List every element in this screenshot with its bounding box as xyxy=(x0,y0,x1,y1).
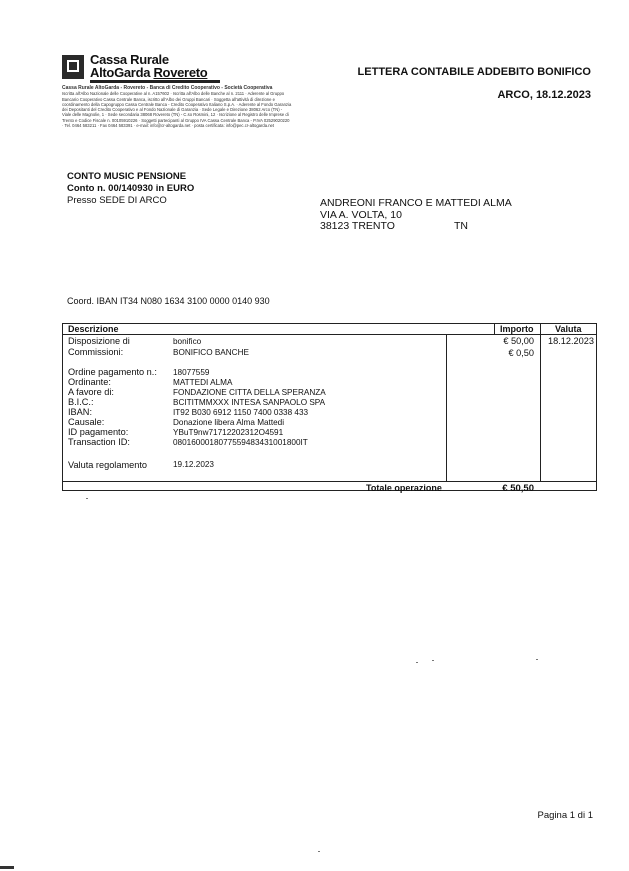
recipient-province: TN xyxy=(454,220,468,232)
valuta-regolamento-value: 19.12.2023 xyxy=(173,460,214,469)
detail-value: FONDAZIONE CITTA DELLA SPERANZA xyxy=(173,388,326,397)
detail-value: IT92 B030 6912 1150 7400 0338 433 xyxy=(173,408,309,417)
scan-speck xyxy=(536,659,538,660)
recipient-name: ANDREONI FRANCO E MATTEDI ALMA xyxy=(320,197,512,209)
account-number: Conto n. 00/140930 in EURO xyxy=(67,183,195,194)
bank-info-body: Iscritta all'Albo Nazionale delle Cooperative al n. A157602 · Iscritta all'Albo delle Banche al n. 2111 · Aderente al Gruppo Bancario Cooperativo Cassa Centrale Banca, iscritto all'Albo dei Gruppi Bancari · Soggetta all'attività di direzione e coordinamento della Capogruppo Cassa Centrale Banca - Credito Cooperativo Italiano S.p.A. · Aderente al Fondo Garanzia dei Depositanti del Credito Cooperativo e al Fondo Nazionale di Garanzia · Sede Legale e Direzione 38062 Arco (TN) - Viale delle Magnolie, 1 · Sede secondaria 38068 Rovereto (TN) - C.so Rosmini, 12 · Iscrizione al Registro delle Imprese di Trento e Codice Fiscale n. 00105910226 · Soggetti partecipanti al Gruppo IVA Cassa Centrale Banca - P.IVA 02529020220 · Tel. 0464 583211 · Fax 0464 583391 · e-mail: info@cr-altogarda.net · posta certificata: info@pec.cr-altogarda.net xyxy=(62,91,292,129)
detail-label: Transaction ID: xyxy=(68,437,130,447)
detail-value: YBuT9nw71712202312O4591 xyxy=(173,428,284,437)
detail-value: BCITITMMXXX INTESA SANPAOLO SPA xyxy=(173,398,326,407)
row-label: Commissioni: xyxy=(68,347,124,357)
scan-speck xyxy=(416,662,418,663)
detail-value: MATTEDI ALMA xyxy=(173,378,233,387)
detail-label: B.I.C.: xyxy=(68,397,94,407)
detail-value: Donazione libera Alma Mattedi xyxy=(173,418,285,427)
bank-logo-line2 xyxy=(90,66,207,79)
header-descrizione: Descrizione xyxy=(68,324,119,334)
bank-logo-icon xyxy=(62,55,84,79)
logo-rovereto: Rovereto xyxy=(153,65,208,80)
document-title: LETTERA CONTABILE ADDEBITO BONIFICO xyxy=(357,66,591,78)
table-vline-importo-header xyxy=(494,323,495,335)
valuta-regolamento-label: Valuta regolamento xyxy=(68,460,147,470)
bank-info-title: Cassa Rurale AltoGarda - Rovereto - Banca di Credito Cooperativo - Società Cooperativa xyxy=(62,85,273,91)
table-vline-valuta xyxy=(540,323,541,481)
detail-label: A favore di: xyxy=(68,387,114,397)
header-valuta: Valuta xyxy=(555,324,582,334)
account-branch: Presso SEDE DI ARCO xyxy=(67,195,167,206)
detail-label: Ordine pagamento n.: xyxy=(68,367,157,377)
document-place-date: ARCO, 18.12.2023 xyxy=(497,89,591,101)
scan-speck xyxy=(318,851,320,852)
bank-logo-line1: Cassa Rurale xyxy=(90,52,169,67)
header-importo: Importo xyxy=(500,324,534,334)
scan-edge-mark xyxy=(0,866,14,869)
scan-speck xyxy=(86,498,88,499)
detail-value: 0801600018077559483431001800IT xyxy=(173,438,308,447)
logo-rule xyxy=(90,80,220,83)
total-amount: € 50,50 xyxy=(502,483,534,494)
page-number: Pagina 1 di 1 xyxy=(537,810,593,821)
row-label: Disposizione di xyxy=(68,336,130,346)
recipient-street: VIA A. VOLTA, 10 xyxy=(320,209,402,221)
logo-altogarda: AltoGarda xyxy=(90,65,151,80)
row-value: bonifico xyxy=(173,337,202,346)
detail-label: Causale: xyxy=(68,417,105,427)
row-valuta: 18.12.2023 xyxy=(548,336,594,346)
detail-label: IBAN: xyxy=(68,407,92,417)
detail-label: ID pagamento: xyxy=(68,427,129,437)
table-total-rule xyxy=(62,481,597,482)
detail-label: Ordinante: xyxy=(68,377,111,387)
account-name: CONTO MUSIC PENSIONE xyxy=(67,171,187,182)
detail-value: 18077559 xyxy=(173,368,210,377)
total-label: Totale operazione xyxy=(366,483,442,493)
row-amount: € 0,50 xyxy=(508,348,534,358)
row-amount: € 50,00 xyxy=(503,336,534,346)
row-value: BONIFICO BANCHE xyxy=(173,348,249,357)
bank-legal-info xyxy=(62,86,292,128)
recipient-city: 38123 TRENTO xyxy=(320,220,395,232)
iban-line: Coord. IBAN IT34 N080 1634 3100 0000 0140 930 xyxy=(67,296,270,306)
scan-speck xyxy=(432,660,434,661)
table-vline-left-importo xyxy=(446,335,447,481)
